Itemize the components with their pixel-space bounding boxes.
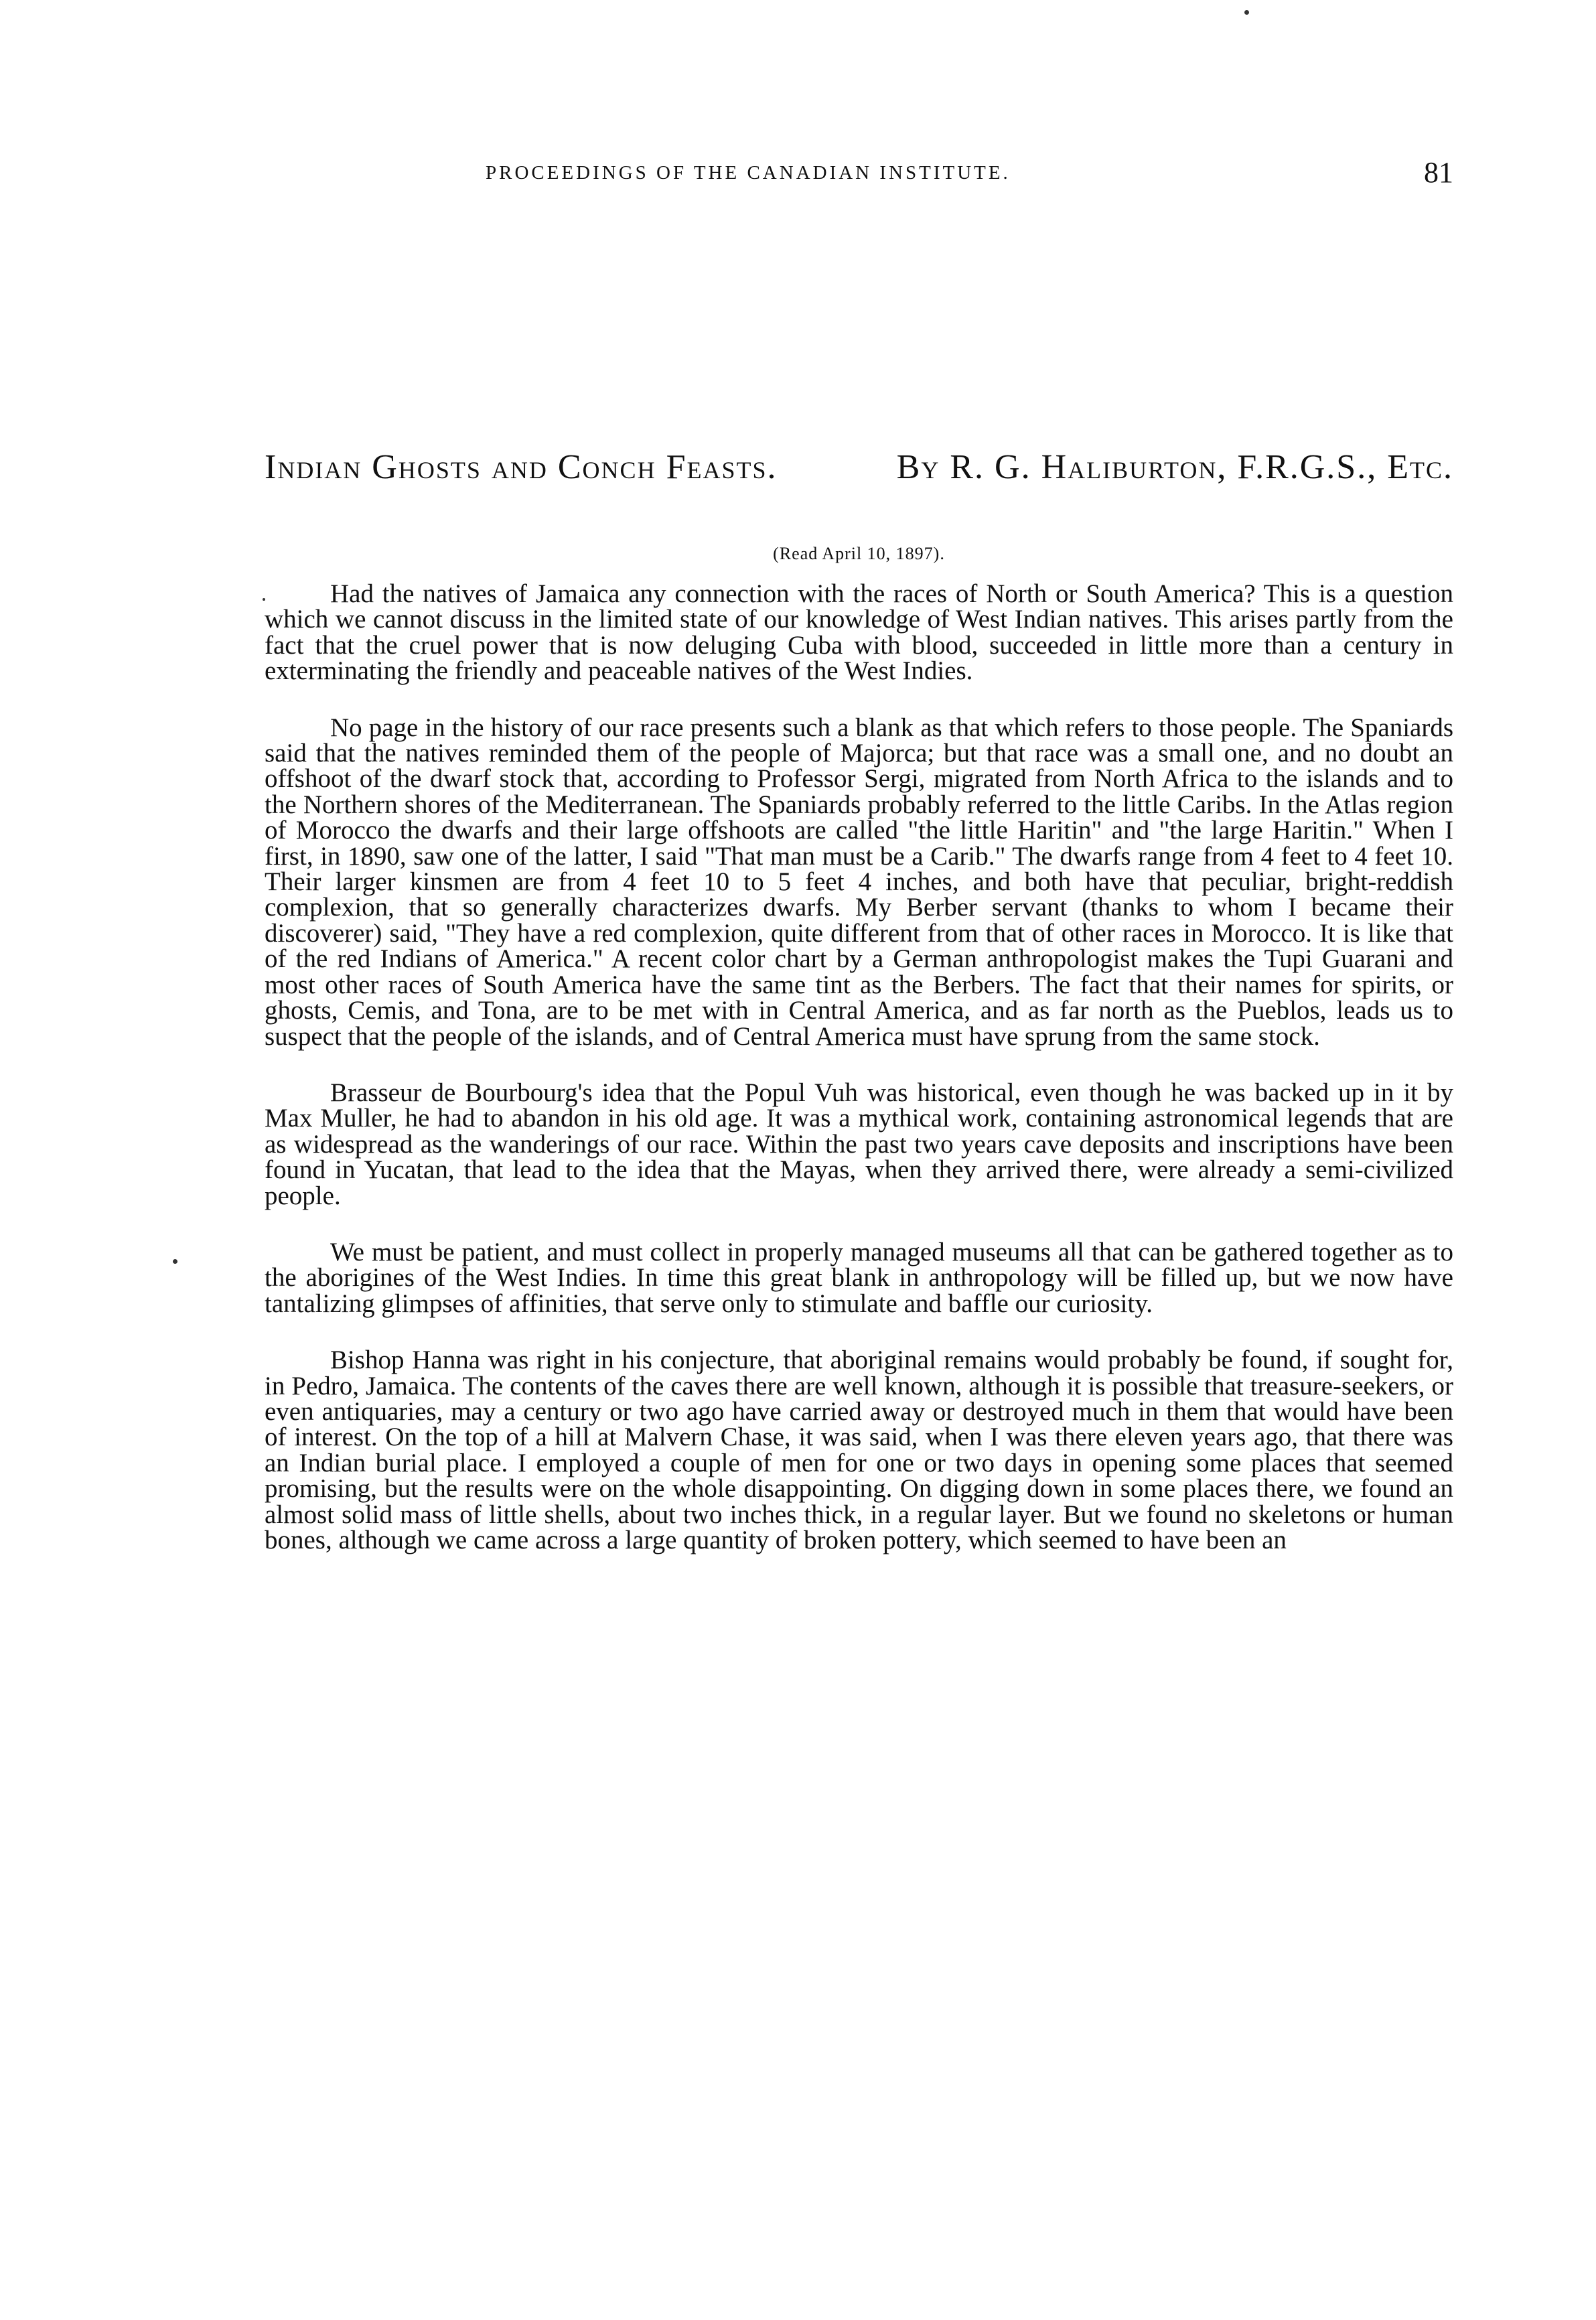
read-date-note: (Read April 10, 1897).: [773, 544, 945, 563]
article-heading: [265, 447, 1453, 487]
paragraph-2: No page in the history of our race presents such a blank as that which refers to those people. The Spaniards said that the natives reminded them of the people of Majorca; but that race was a small one, and no doubt an offshoot of the dwarf stock that, according to Professor Sergi, migrated from North Africa to the islands and to the Northern shores of the Mediterranean. The Spaniards probably referred to the little Caribs. In the Atlas region of Morocco the dwarfs and their large offshoots are called "the little Haritin" and "the large Haritin." When I first, in 1890, saw one of the latter, I said "That man must be a Carib." The dwarfs range from 4 feet to 4 feet 10. Their larger kinsmen are from 4 feet 10 to 5 feet 4 inches, and both have that peculiar, bright-reddish complexion, that so generally characterizes dwarfs. My Berber servant (thanks to whom I became their discoverer) said, "They have a red complexion, quite different from that of other races in Morocco. It is like that of the red Indians of America." A recent color chart by a German anthropologist makes the Tupi Guarani and most other races of South America have the same tint as the Berbers. The fact that their names for spirits, or ghosts, Cemis, and Tona, are to be met with in Central America, and as far north as the Pueblos, leads us to suspect that the people of the islands, and of Central America must have sprung from the same stock.: [265, 713, 1453, 1051]
page-number: 81: [1424, 156, 1453, 189]
paragraph-3: Brasseur de Bourbourg's idea that the Popul Vuh was historical, even though he was backed up in it by Max Muller, he had to abandon in his old age. It was a mythical work, containing astronomical legends that are as widespread as the wanderings of our race. Within the past two years cave deposits and inscriptions have been found in Yucatan, that lead to the idea that the Mayas, when they arrived there, were already a semi-civilized people.: [265, 1078, 1453, 1210]
article-byline: By R. G. Haliburton, F.R.G.S., Etc.: [896, 448, 1453, 486]
article-body: [265, 581, 1453, 1584]
print-speck: [1244, 10, 1249, 15]
print-speck: [263, 598, 265, 601]
paragraph-5: Bishop Hanna was right in his conjecture, that aboriginal remains would probably be found, if sought for, in Pedro, Jamaica. The contents of the caves there are well known, although it is possible that treasure-seekers, or even antiquaries, may a century or two ago have carried away or destroyed much in them that would have been of interest. On the top of a hill at Malvern Chase, it was said, when I was there eleven years ago, that there was an Indian burial place. I employed a couple of men for one or two days in opening some places that seemed promising, but the results were on the whole disappointing. On digging down in some places there, we found an almost solid mass of little shells, about two inches thick, in a regular layer. But we found no skeletons or human bones, although we came across a large quantity of broken pottery, which seemed to have been an: [265, 1346, 1453, 1554]
print-speck: [173, 1259, 177, 1264]
running-head: [265, 155, 1453, 196]
running-title: PROCEEDINGS OF THE CANADIAN INSTITUTE.: [486, 162, 1011, 184]
paragraph-4: We must be patient, and must collect in properly managed museums all that can be gathered together as to the aborigines of the West Indies. In time this great blank in anthropology will be filled up, but we now have tantalizing glimpses of affinities, that serve only to stimulate and baffle our curiosity.: [265, 1237, 1453, 1318]
paragraph-1: Had the natives of Jamaica any connection with the races of North or South America? This is a question which we cannot discuss in the limited state of our knowledge of West Indian natives. This arises partly from the fact that the cruel power that is now deluging Cuba with blood, succeeded in little more than a century in exterminating the friendly and peaceable natives of the West Indies.: [265, 579, 1453, 686]
article-title: Indian Ghosts and Conch Feasts.: [265, 448, 778, 486]
